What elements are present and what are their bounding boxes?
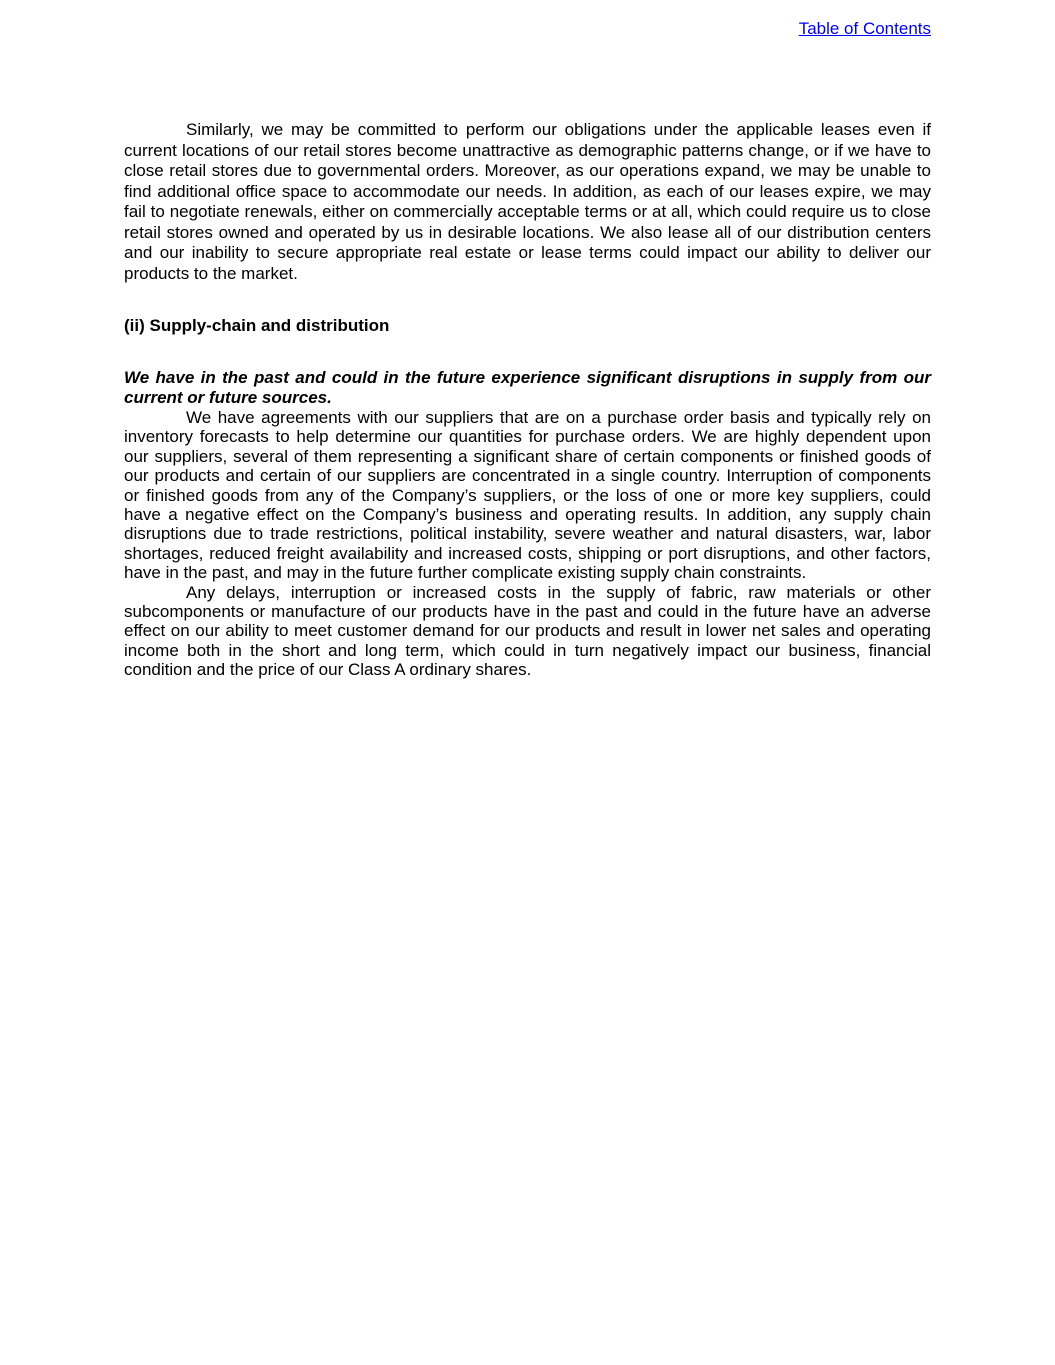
paragraph-supply-delays: Any delays, interruption or increased costs in the supply of fabric, raw materials or other subcomponents or manufacture of our products have in the past and could in the future have an adverse effect on our ability to meet customer demand for our products and result in lower net sales and operating income both in the short and long term, which could in turn negatively impact our business, financial condition and the price of our Class A ordinary shares. (124, 582, 931, 680)
paragraph-suppliers: We have agreements with our suppliers that are on a purchase order basis and typically rely on inventory forecasts to help determine our quantities for purchase orders. We are highly dependent upon our suppliers, several of them representing a significant share of certain components or finished goods of our products and certain of our suppliers are concentrated in a single country. Interruption of components or finished goods from any of the Company’s suppliers, or the loss of one or more key suppliers, could have a negative effect on the Company’s business and operating results. In addition, any supply chain disruptions due to trade restrictions, political instability, severe weather and natural disasters, war, labor shortages, reduced freight availability and increased costs, shipping or port disruptions, and other factors, have in the past, and may in the future further complicate existing supply chain constraints. (124, 408, 931, 583)
paragraph-leases: Similarly, we may be committed to perform our obligations under the applicable leases even if current locations of our retail stores become unattractive as demographic patterns change, or if we have to close retail stores due to governmental orders. Moreover, as our operations expand, we may be unable to find additional office space to accommodate our needs. In addition, as each of our leases expire, we may fail to negotiate renewals, either on commercially acceptable terms or at all, which could require us to close retail stores owned and operated by us in desirable locations. We also lease all of our distribution centers and our inability to secure appropriate real estate or lease terms could impact our ability to deliver our products to the market. (124, 120, 931, 283)
risk-factor-heading: We have in the past and could in the future experience significant disruptions in supply from our current or future sources. (124, 368, 931, 407)
document-body (124, 120, 931, 680)
table-of-contents-link[interactable]: Table of Contents (798, 19, 931, 38)
section-heading: (ii) Supply-chain and distribution (124, 316, 390, 335)
